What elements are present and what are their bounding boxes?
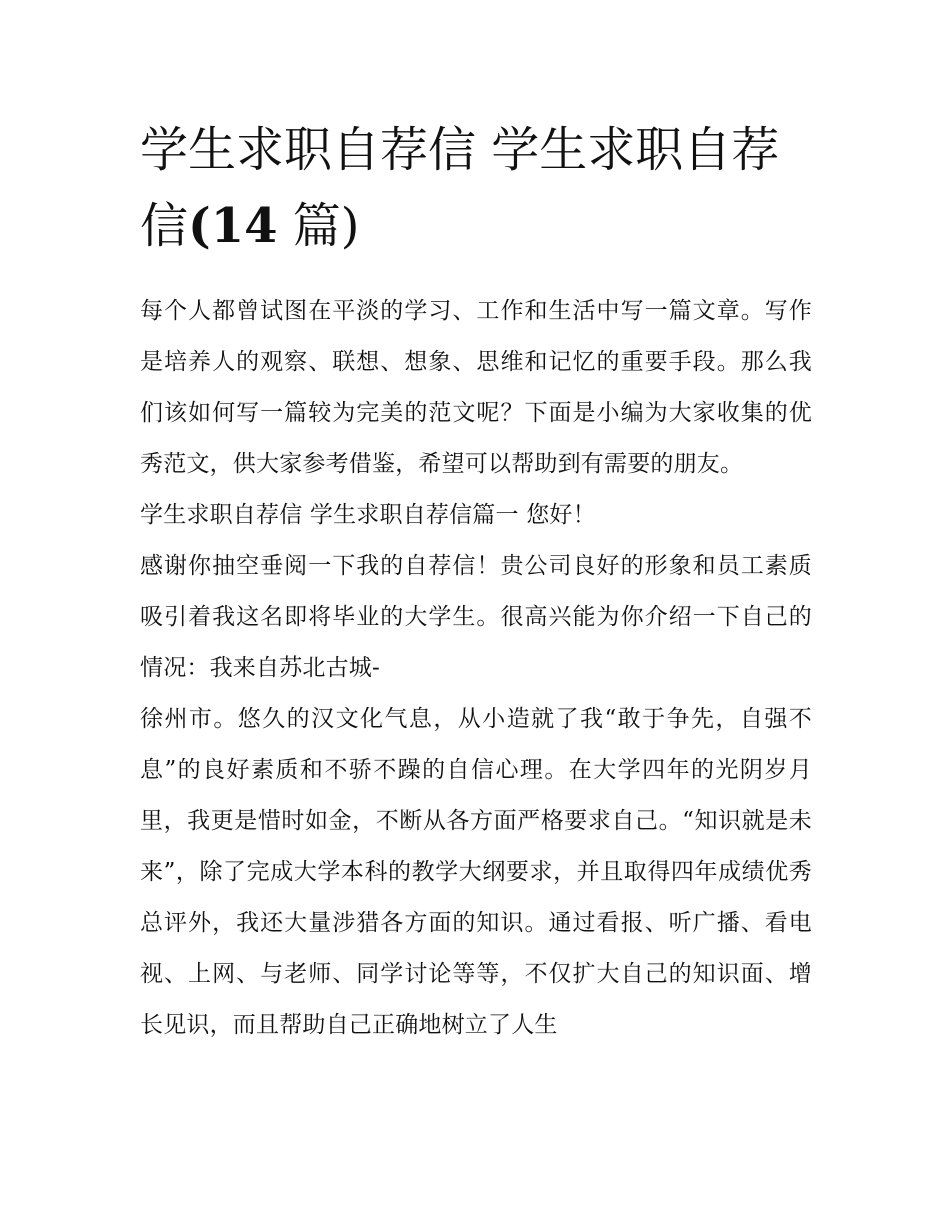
letter-paragraph: 感谢你抽空垂阅一下我的自荐信！贵公司良好的形象和员工素质吸引着我这名即将毕业的大学生。很高兴能为你介绍一下自己的情况：我来自苏北古城- bbox=[140, 553, 812, 681]
letter-heading-line: 学生求职自荐信 学生求职自荐信篇一 您好！ bbox=[140, 502, 596, 528]
document-body bbox=[140, 112, 812, 1051]
document-title-suffix: 篇) bbox=[277, 198, 360, 254]
letter-paragraph: 徐州市。悠久的汉文化气息，从小造就了我“敢于争先，自强不息”的良好素质和不骄不躁的自信心理。在大学四年的光阴岁月里，我更是惜时如金，不断从各方面严格要求自己。“知识就是未来”，除了完成大学本科的教学大纲要求，并且取得四年成绩优秀总评外，我还大量涉猎各方面的知识。通过看报、听广播、看电视、上网、与老师、同学讨论等等，不仅扩大自己的知识面、增长见识，而且帮助自己正确地树立了人生 bbox=[140, 706, 812, 1038]
document-title-count: (14 bbox=[188, 198, 278, 254]
intro-paragraph: 每个人都曾试图在平淡的学习、工作和生活中写一篇文章。写作是培养人的观察、联想、想象、思维和记忆的重要手段。那么我们该如何写一篇较为完美的范文呢？下面是小编为大家收集的优秀范文，供大家参考借鉴，希望可以帮助到有需要的朋友。 bbox=[140, 298, 812, 477]
document-title-text: 学生求职自荐信 学生求职自荐信 bbox=[140, 122, 780, 254]
document-title bbox=[140, 112, 812, 264]
